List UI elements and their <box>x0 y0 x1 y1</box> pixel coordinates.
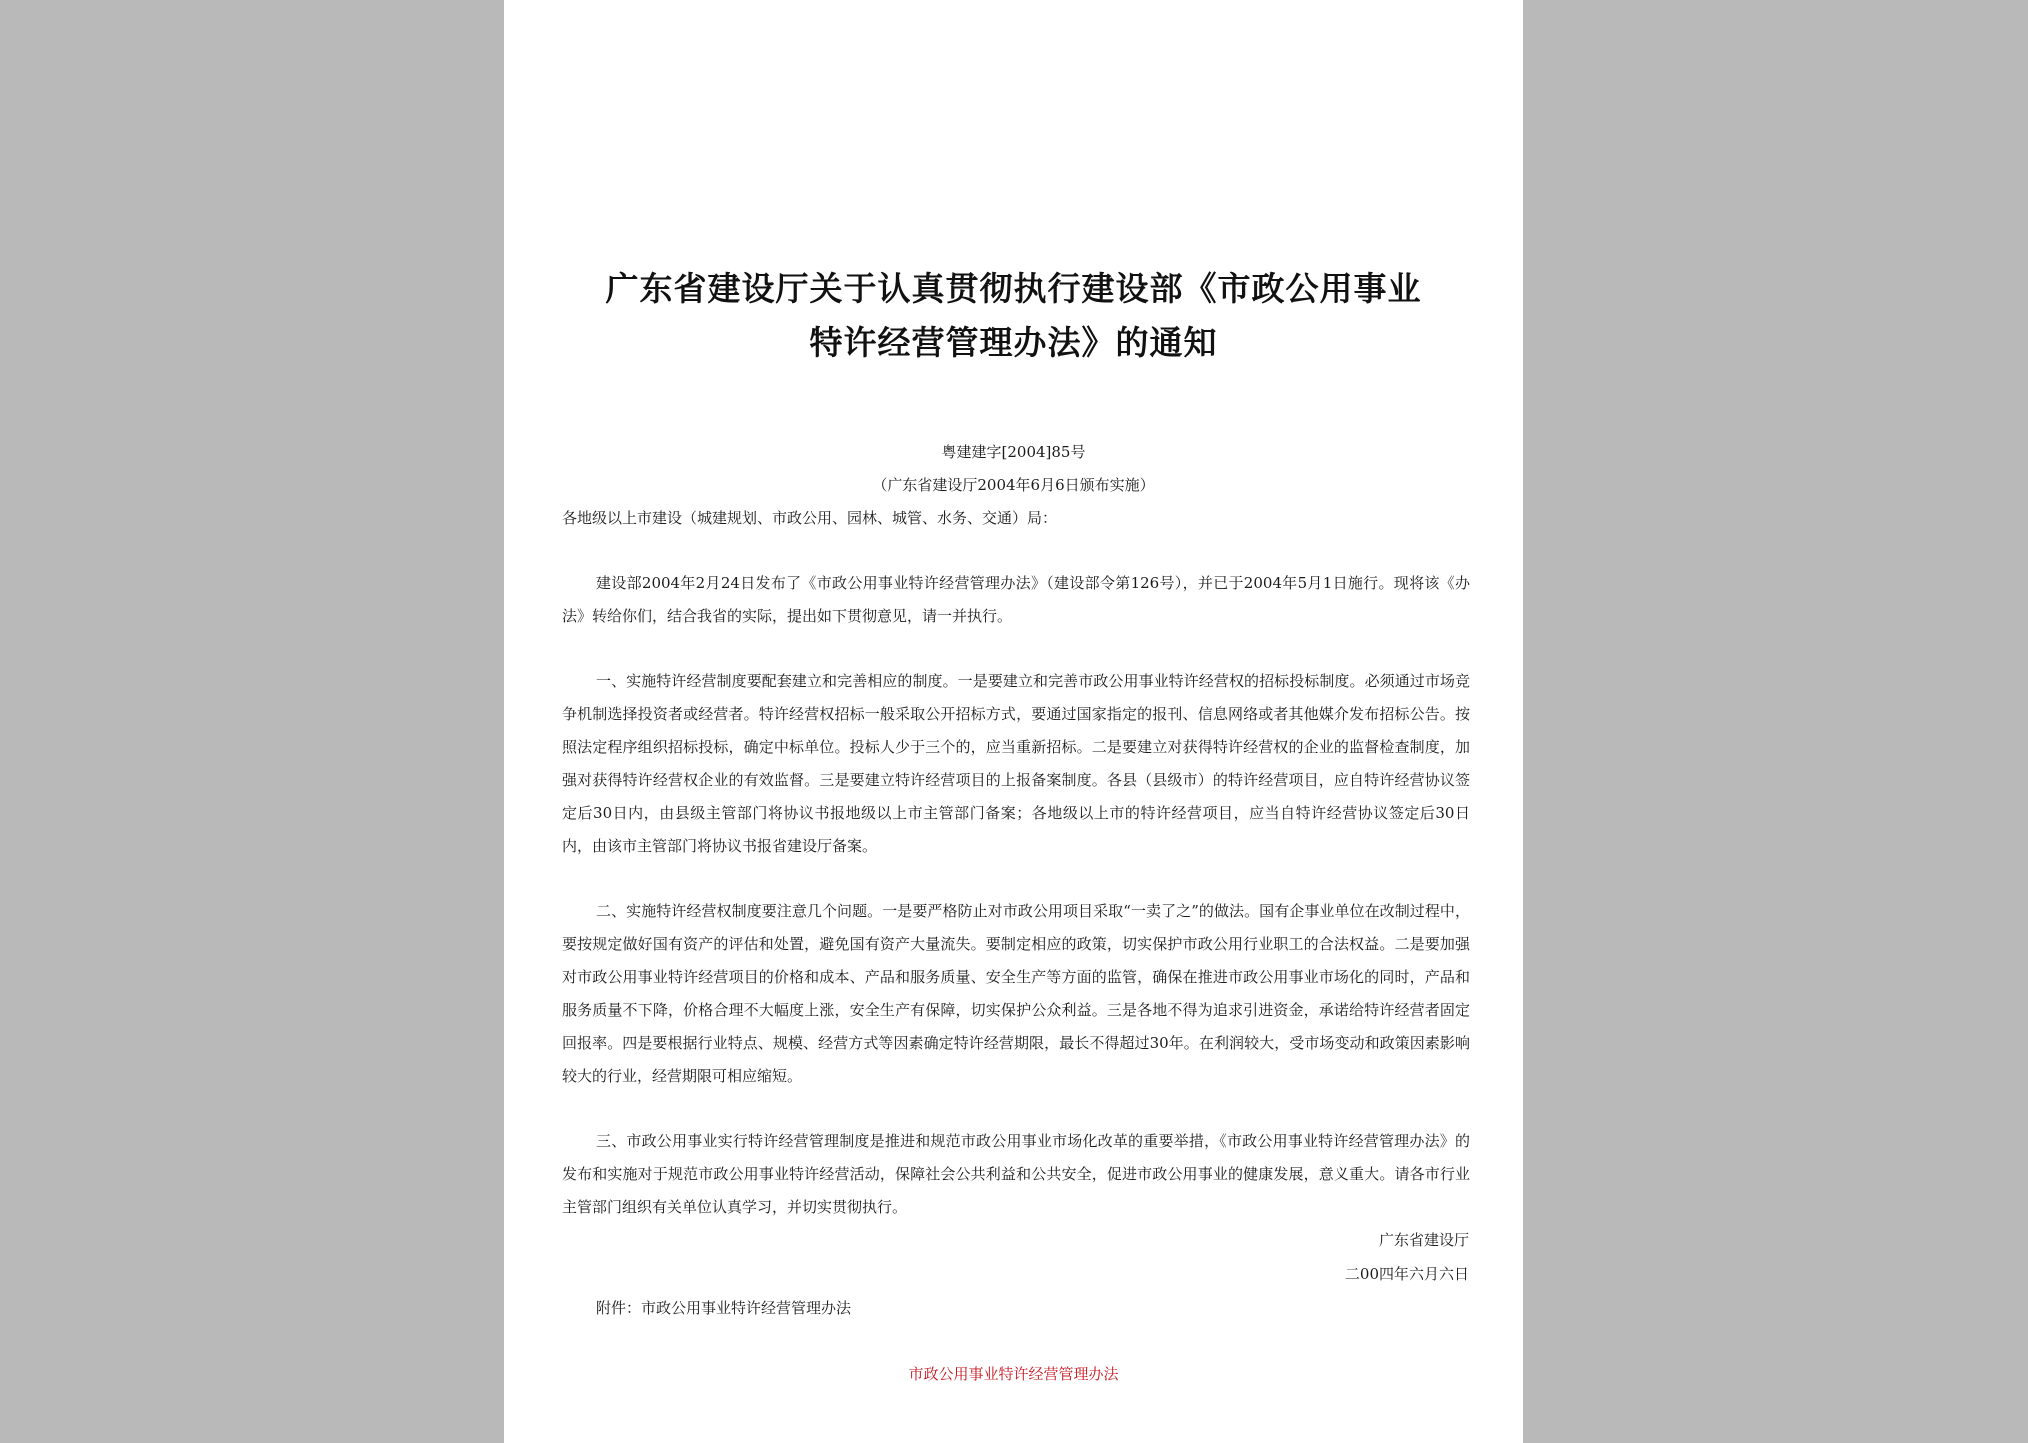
paragraph-section-2: 二、实施特许经营权制度要注意几个问题。一是要严格防止对市政公用项目采取“一卖了之”的做法。国有企事业单位在改制过程中，要按规定做好国有资产的评估和处置，避免国有资产大量流失。要制定相应的政策，切实保护市政公用行业职工的合法权益。二是要加强对市政公用事业特许经营项目的价格和成本、产品和服务质量、安全生产等方面的监管，确保在推进市政公用事业市场化的同时，产品和服务质量不下降，价格合理不大幅度上涨，安全生产有保障，切实保护公众利益。三是各地不得为追求引进资金，承诺给特许经营者固定回报率。四是要根据行业特点、规模、经营方式等因素确定特许经营期限，最长不得超过30年。在利润较大，受市场变动和政策因素影响较大的行业，经营期限可相应缩短。 <box>562 902 1470 1085</box>
document-title <box>544 262 1483 370</box>
attachment-link[interactable]: 市政公用事业特许经营管理办法 <box>908 1365 1119 1383</box>
attachment-note: 附件：市政公用事业特许经营管理办法 <box>596 1299 852 1317</box>
signature-organization: 广东省建设厅 <box>1378 1231 1469 1249</box>
paragraph-section-3: 三、市政公用事业实行特许经营管理制度是推进和规范市政公用事业市场化改革的重要举措，《市政公用事业特许经营管理办法》的发布和实施对于规范市政公用事业特许经营活动，保障社会公共利益和公共安全，促进市政公用事业的健康发展，意义重大。请各市行业主管部门组织有关单位认真学习，并切实贯彻执行。 <box>562 1132 1470 1216</box>
signature-date: 二00四年六月六日 <box>1344 1265 1469 1283</box>
document-page <box>504 0 1523 1443</box>
document-number: 粤建建字[2004]85号 <box>941 443 1086 461</box>
title-line-1: 广东省建设厅关于认真贯彻执行建设部《市政公用事业 <box>605 269 1422 308</box>
paragraph-intro: 建设部2004年2月24日发布了《市政公用事业特许经营管理办法》（建设部令第126号），并已于2004年5月1日施行。现将该《办法》转给你们，结合我省的实际，提出如下贯彻意见，请一并执行。 <box>562 574 1470 625</box>
title-line-2: 特许经营管理办法》的通知 <box>809 323 1218 362</box>
addressee: 各地级以上市建设（城建规划、市政公用、园林、城管、水务、交通）局： <box>562 509 1058 527</box>
paragraph-section-1: 一、实施特许经营制度要配套建立和完善相应的制度。一是要建立和完善市政公用事业特许经营权的招标投标制度。必须通过市场竞争机制选择投资者或经营者。特许经营权招标一般采取公开招标方式，要通过国家指定的报刊、信息网络或者其他媒介发布招标公告。按照法定程序组织招标投标，确定中标单位。投标人少于三个的，应当重新招标。二是要建立对获得特许经营权的企业的监督检查制度，加强对获得特许经营权企业的有效监督。三是要建立特许经营项目的上报备案制度。各县（县级市）的特许经营项目，应自特许经营协议签定后30日内，由县级主管部门将协议书报地级以上市主管部门备案；各地级以上市的特许经营项目，应当自特许经营协议签定后30日内，由该市主管部门将协议书报省建设厅备案。 <box>562 672 1470 855</box>
issued-note: （广东省建设厅2004年6月6日颁布实施） <box>872 476 1155 494</box>
